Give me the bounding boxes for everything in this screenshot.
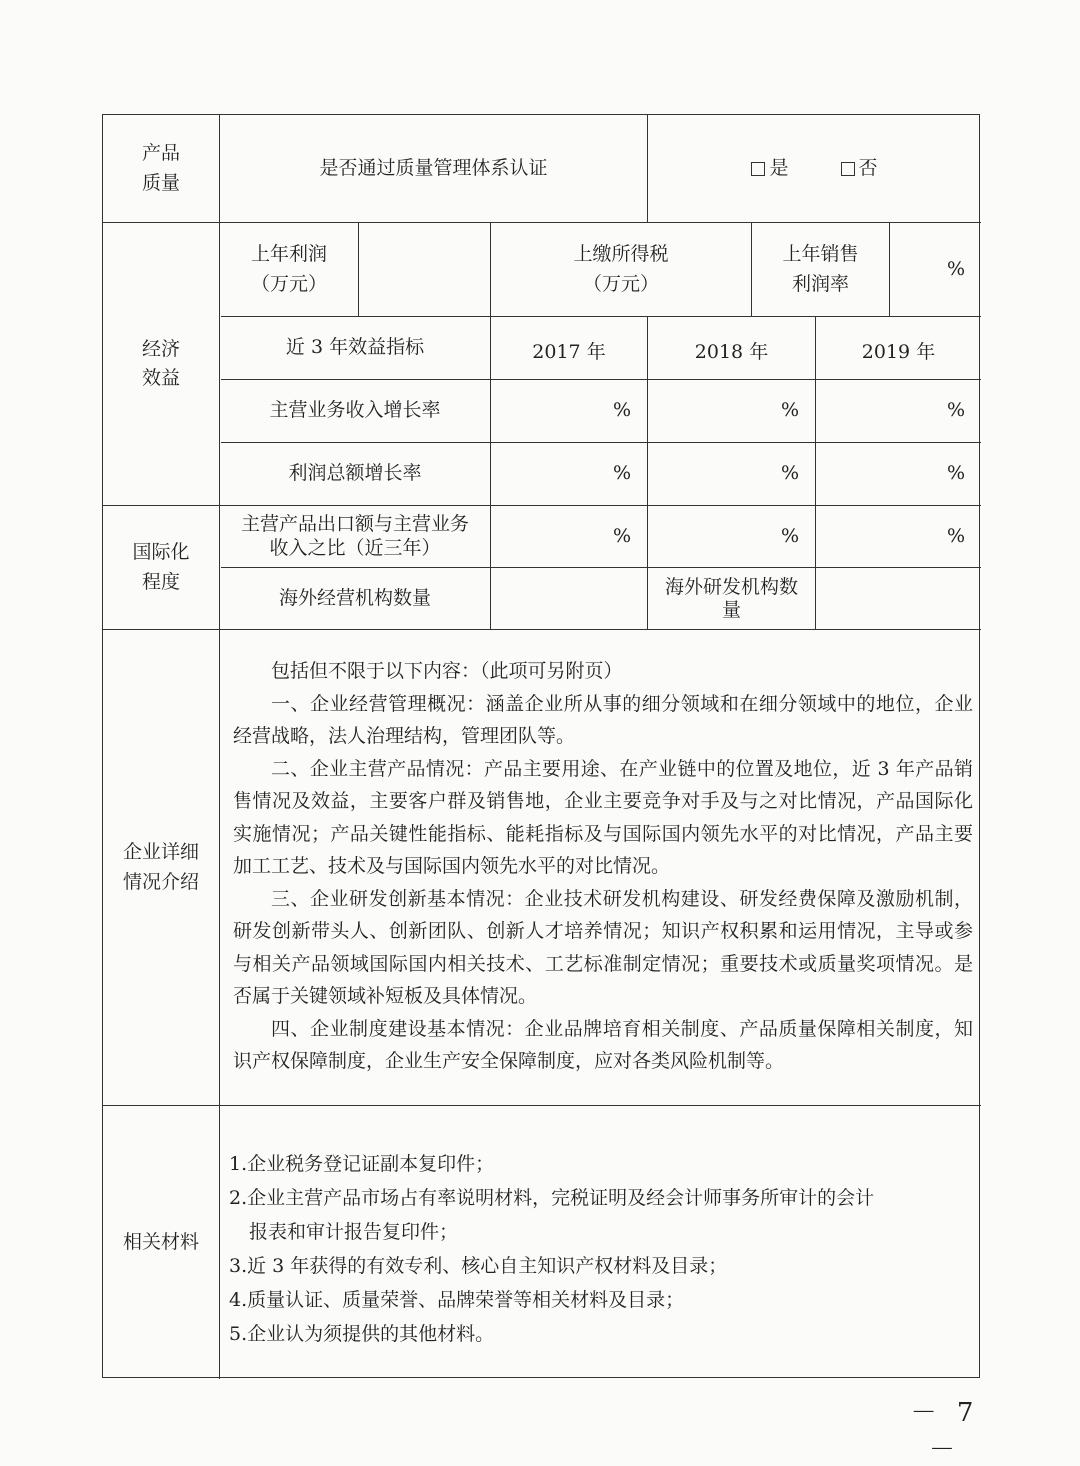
row-divider <box>103 1105 981 1106</box>
income-tax-label: 上缴所得税 （万元） <box>573 243 669 295</box>
details-paragraph: 一、企业经营管理概况：涵盖企业所从事的细分领域和在细分领域中的地位，企业经营战略，法人治理结构，管理团队等。 <box>233 692 973 747</box>
overseas-rd-label: 海外研发机构数 量 <box>664 575 798 621</box>
no-checkbox-option[interactable] <box>841 154 878 183</box>
international-section-label: 国际化 程度 <box>132 541 190 593</box>
checkbox-icon[interactable] <box>751 162 765 176</box>
profit-growth-label: 利润总额增长率 <box>288 462 422 485</box>
revenue-growth-2018[interactable]: % <box>780 399 799 422</box>
application-form-table <box>102 114 980 1378</box>
income-tax-value[interactable] <box>648 223 751 316</box>
materials-item: 3.近 3 年获得的有效专利、核心自主知识产权材料及目录； <box>229 1255 728 1277</box>
yes-label: 是 <box>769 156 789 179</box>
export-ratio-2017[interactable]: % <box>612 524 631 547</box>
revenue-growth-label: 主营业务收入增长率 <box>269 399 441 422</box>
export-ratio-2019[interactable]: % <box>946 524 965 547</box>
quality-certification-question: 是否通过质量管理体系认证 <box>319 156 548 179</box>
yes-checkbox-option[interactable] <box>751 154 788 183</box>
details-paragraph: 二、企业主营产品情况：产品主要用途、在产业链中的位置及地位，近 3 年产品销售情况及效益，主要客户群及销售地，企业主要竞争对手及与之对比情况，产品国际化实施情况；产品关键性能指标、能耗指标及与国际国内领先水平的对比情况，产品主要加工工艺、技术及与国际国内领先水平的对比情况。 <box>233 757 973 877</box>
year-header: 2018 年 <box>694 341 769 364</box>
profit-growth-2018[interactable]: % <box>780 462 799 485</box>
page-number: － 7 － <box>910 1398 980 1465</box>
row-divider <box>103 629 981 630</box>
three-year-indicator-label: 近 3 年效益指标 <box>285 336 425 359</box>
profit-growth-2017[interactable]: % <box>612 462 631 485</box>
last-year-profit-value[interactable] <box>359 223 490 316</box>
overseas-rd-value[interactable] <box>816 568 981 629</box>
details-paragraph: 四、企业制度建设基本情况：企业品牌培育相关制度、产品质量保障相关制度，知识产权保障制度，企业生产安全保障制度，应对各类风险机制等。 <box>233 1017 973 1072</box>
details-content <box>233 655 973 1078</box>
checkbox-icon[interactable] <box>841 162 855 176</box>
export-ratio-2018[interactable]: % <box>780 524 799 547</box>
materials-list <box>229 1147 969 1351</box>
overseas-operations-value[interactable] <box>491 568 647 629</box>
quality-section-label: 产品 质量 <box>141 142 180 194</box>
materials-section-label: 相关材料 <box>122 1230 199 1253</box>
sales-margin-value[interactable]: % <box>946 257 965 280</box>
materials-item: 5.企业认为须提供的其他材料。 <box>229 1323 495 1345</box>
year-header: 2017 年 <box>532 341 606 364</box>
materials-item: 报表和审计报告复印件； <box>249 1221 459 1243</box>
export-ratio-label: 主营产品出口额与主营业务 收入之比（近三年） <box>240 512 469 559</box>
materials-item: 4.质量认证、质量荣誉、品牌荣誉等相关材料及目录； <box>229 1289 685 1311</box>
quality-certification-options <box>648 115 981 222</box>
details-section-label: 企业详细 情况介绍 <box>122 841 199 893</box>
overseas-operations-label: 海外经营机构数量 <box>278 586 431 609</box>
no-label: 否 <box>858 156 878 179</box>
details-paragraph: 三、企业研发创新基本情况：企业技术研发机构建设、研发经费保障及激励机制，研发创新带头人、创新团队、创新人才培养情况；知识产权积累和运用情况，主导或参与相关产品领域国际国内相关技术、工艺标准制定情况；重要技术或质量奖项情况。是否属于关键领域补短板及具体情况。 <box>233 887 973 1007</box>
revenue-growth-2019[interactable]: % <box>946 399 965 422</box>
details-paragraph: 包括但不限于以下内容：（此项可另附页） <box>271 660 623 682</box>
last-year-profit-label: 上年利润 （万元） <box>250 243 327 295</box>
economic-section-label: 经济 效益 <box>141 337 180 389</box>
materials-item: 1.企业税务登记证副本复印件； <box>229 1153 495 1175</box>
revenue-growth-2017[interactable]: % <box>612 399 631 422</box>
profit-growth-2019[interactable]: % <box>946 462 965 485</box>
year-header: 2019 年 <box>861 341 936 364</box>
sales-margin-label: 上年销售 利润率 <box>782 243 859 295</box>
materials-item: 2.企业主营产品市场占有率说明材料，完税证明及经会计师事务所审计的会计 <box>229 1187 875 1209</box>
